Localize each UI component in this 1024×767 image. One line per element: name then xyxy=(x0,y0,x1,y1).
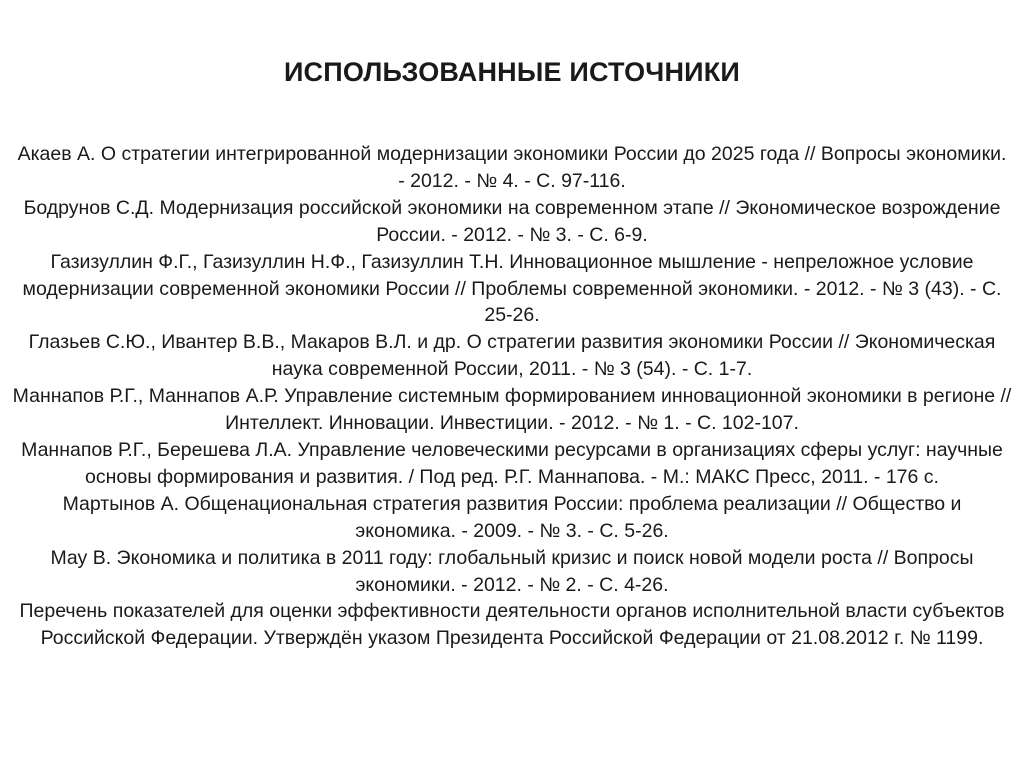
reference-item: Акаев А. О стратегии интегрированной модернизации экономики России до 2025 года // Вопросы экономики. - 2012. - № 4. - С. 97-116. xyxy=(17,143,1007,192)
reference-item: Мау В. Экономика и политика в 2011 году: глобальный кризис и поиск новой модели роста // Вопросы экономики. - 2012. - № 2. - С. 4-26. xyxy=(50,546,974,596)
reference-item: Газизуллин Ф.Г., Газизуллин Н.Ф., Газизуллин Т.Н. Инновационное мышление - непреложное условие модернизации современной экономики России // Проблемы современной экономики. - 2012. - № 3 (43). - С. 25-26. xyxy=(22,250,1002,327)
reference-item: Перечень показателей для оценки эффективности деятельности органов исполнительной власти субъектов Российской Федерации. Утверждён указом Президента Российской Федерации от 21.08.2012 г. № 1199. xyxy=(19,600,1005,650)
reference-item: Маннапов Р.Г., Берешева Л.А. Управление человеческими ресурсами в организациях сферы услуг: научные основы формирования и развития. / Под ред. Р.Г. Маннапова. - М.: МАКС Пресс, 2011. - 176 с. xyxy=(21,438,1003,488)
reference-item: Глазьев С.Ю., Ивантер В.В., Макаров В.Л. и др. О стратегии развития экономики России // Экономическая наука современной России, 2011. - № 3 (54). - С. 1-7. xyxy=(28,331,996,381)
reference-item: Бодрунов С.Д. Модернизация российской экономики на современном этапе // Экономическое возрождение России. - 2012. - № 3. - С. 6-9. xyxy=(23,196,1001,246)
reference-item: Мартынов А. Общенациональная стратегия развития России: проблема реализации // Общество и экономика. - 2009. - № 3. - С. 5-26. xyxy=(62,492,962,542)
reference-list xyxy=(8,141,1016,652)
slide-title: ИСПОЛЬЗОВАННЫЕ ИСТОЧНИКИ xyxy=(283,57,741,87)
reference-item: Маннапов Р.Г., Маннапов А.Р. Управление системным формированием инновационной экономики в регионе // Интеллект. Инновации. Инвестиции. - 2012. - № 1. - С. 102-107. xyxy=(12,385,1012,435)
